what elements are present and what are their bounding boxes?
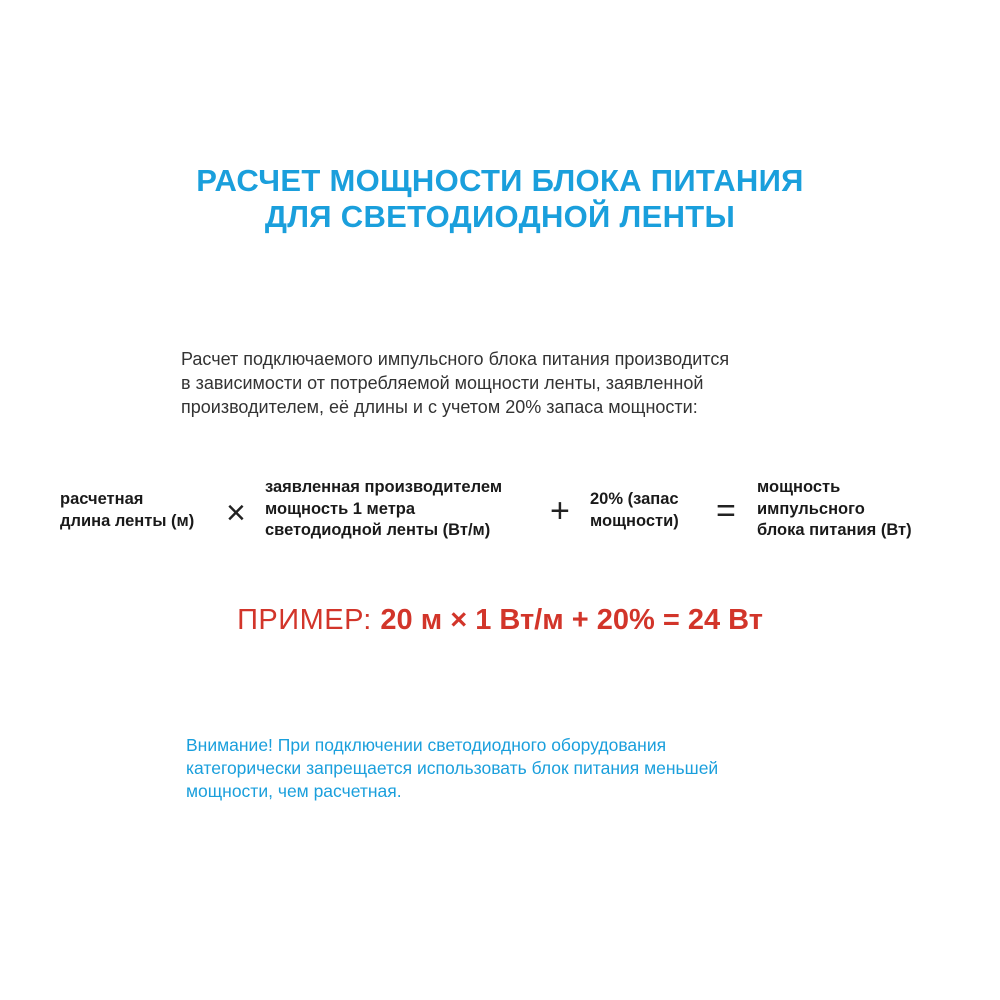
formula-term-result bbox=[757, 477, 912, 542]
formula-term-reserve-line-2: мощности) bbox=[590, 511, 679, 530]
warning-note bbox=[186, 734, 866, 803]
example-label: ПРИМЕР: bbox=[237, 604, 381, 636]
intro-paragraph bbox=[181, 347, 861, 419]
warning-line-3: мощности, чем расчетная. bbox=[186, 781, 402, 801]
intro-line-1: Расчет подключаемого импульсного блока питания производится bbox=[181, 349, 730, 369]
formula-term-result-line-2: импульсного bbox=[757, 499, 865, 518]
equals-sign: = bbox=[716, 492, 736, 530]
formula-term-length-line-2: длина ленты (м) bbox=[60, 511, 195, 530]
page-title-line-1: РАСЧЕТ МОЩНОСТИ БЛОКА ПИТАНИЯ bbox=[196, 163, 804, 198]
intro-line-2: в зависимости от потребляемой мощности ленты, заявленной bbox=[181, 373, 704, 393]
formula-term-power-line-1: заявленная производителем bbox=[265, 478, 503, 496]
example-calculation bbox=[0, 600, 1000, 640]
intro-line-3: производителем, её длины и с учетом 20% запаса мощности: bbox=[181, 397, 698, 417]
formula-term-power-per-meter bbox=[265, 477, 502, 542]
warning-line-1: Внимание! При подключении светодиодного оборудования bbox=[186, 735, 667, 755]
example-formula: 20 м × 1 Вт/м + 20% = 24 Вт bbox=[380, 604, 763, 636]
page-title-line-2: ДЛЯ СВЕТОДИОДНОЙ ЛЕНТЫ bbox=[264, 199, 736, 234]
formula-term-result-line-1: мощность bbox=[757, 478, 841, 496]
warning-line-2: категорически запрещается использовать блок питания меньшей bbox=[186, 758, 719, 778]
plus-sign: + bbox=[550, 492, 570, 530]
page-title bbox=[0, 163, 1000, 235]
formula-term-reserve-line-1: 20% (запас bbox=[590, 490, 679, 508]
multiply-sign: × bbox=[226, 494, 246, 532]
formula-term-reserve bbox=[590, 489, 679, 532]
power-formula bbox=[0, 470, 1000, 560]
formula-term-power-line-2: мощность 1 метра bbox=[265, 499, 416, 518]
formula-term-length-line-1: расчетная bbox=[60, 490, 144, 508]
formula-term-result-line-3: блока питания (Вт) bbox=[757, 521, 912, 539]
formula-term-power-line-3: светодиодной ленты (Вт/м) bbox=[265, 521, 491, 539]
formula-term-length bbox=[60, 489, 194, 532]
